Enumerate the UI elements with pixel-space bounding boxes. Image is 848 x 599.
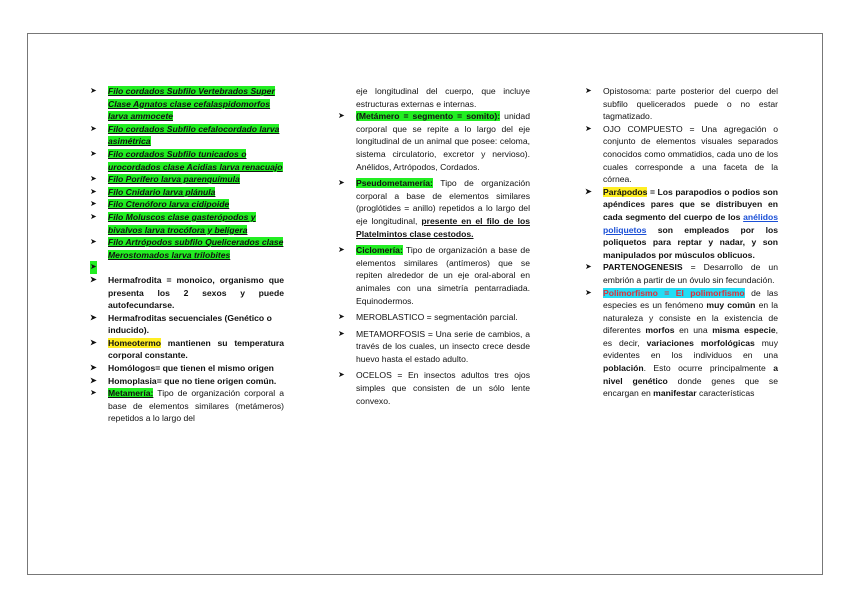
list-item [90,123,284,148]
phylum-link[interactable]: Filo Ctenóforo larva cidipoide [108,199,230,210]
column-1 [90,85,284,425]
list-item [585,186,778,262]
hermafrodita-text: Hermafrodita = monoico, organismo que presenta los 2 sexos y puede autofecundarse. [108,274,284,311]
list-item [90,362,284,375]
list-item [585,287,778,400]
polimorfismo-term: Polimorfismo = El polimorfismo [603,287,745,298]
polimorfismo-def: características [696,388,755,399]
list-item [90,274,284,312]
arrow-bullet-icon: ➤ [90,261,97,274]
arrow-bullet-icon: ➤ [90,174,97,184]
metamero-def: unidad corporal que se repite a lo largo del eje longitudinal de un animal que posee: celoma, sistema circulatorio, excretor y nervioso). Anélidos, Artrópodos, Cordados. [356,111,530,172]
homologos-text: Homólogos= que tienen el mismo origen [108,363,274,374]
column-2 [338,85,530,407]
arrow-bullet-icon: ➤ [90,363,97,373]
list-item [90,211,284,236]
opistosoma-text: Opistosoma: parte posterior del cuerpo del subfilo quelicerados puede o no estar tagmatizado. [603,86,778,122]
homeotermo-term: Homeotermo [108,337,162,348]
arrow-bullet-icon: ➤ [90,237,97,247]
arrow-bullet-icon: ➤ [90,148,97,158]
metameria-term: Metamería: [108,388,154,399]
bold-text: a nivel genético [603,363,778,386]
parapodos-def: = Los parapodios o podios son apéndices pares que se distribuyen en cada segmento del cuerpo de los [603,186,778,222]
list-item [338,311,530,324]
list-item-empty [90,261,284,274]
phylum-link[interactable]: Filo cordados Subfilo cefalocordado larva asimétrica [108,123,280,147]
pseudometameria-underlined: presente en el filo de los Platelmintos clase cestodos. [356,215,530,239]
bold-text: variaciones morfológicas [646,337,755,348]
partenogenesis-def: = Desarrollo de un embrión a partir de un óvulo sin fecundación. [603,262,778,285]
arrow-bullet-icon: ➤ [90,388,97,398]
arrow-bullet-icon: ➤ [338,328,345,338]
arrow-bullet-icon: ➤ [90,337,97,347]
list-item [90,337,284,362]
polimorfismo-def: , es decir, [603,325,778,348]
phylum-link[interactable]: Filo cordados Subfilo tunicados o urocordados clase Acidias larva renacuajo [108,148,283,172]
phylum-link[interactable]: Filo cordados Subfilo Vertebrados Super Clase Agnatos clase cefalaspidomorfos larva ammocete [108,86,275,122]
list-item [585,123,778,186]
phylum-link[interactable]: Filo Artrópodos subfilo Quelicerados clase Merostomados larva trilobites [108,237,284,260]
list-item [90,148,284,173]
list-item [338,369,530,407]
list-item [585,261,778,286]
bold-text: manifestar [653,388,697,399]
bold-text: morfos [645,325,675,336]
metamorfosis-text: METAMORFOSIS = Una serie de cambios, a través de los cuales, un insecto crece desde huevo hasta el estado adulto. [356,328,530,364]
polimorfismo-def: . Esto ocurre principalmente [643,363,774,374]
hermafroditas-sec-text: Hermafroditas secuenciales (Genético o inducido). [108,312,272,336]
list-item [585,85,778,123]
poliquetos-link[interactable]: poliquetos [603,224,647,235]
list-item [90,375,284,388]
arrow-bullet-icon: ➤ [585,86,592,95]
polimorfismo-def: donde genes que se encargan en [603,375,778,399]
parapodos-def-2: son empleados por los poliquetos para reptar y nadar, y son manipulados por músculos oblicuos. [603,224,778,260]
list-item [90,236,284,261]
list-item [90,312,284,337]
arrow-bullet-icon: ➤ [585,186,592,196]
list-item [90,173,284,186]
partenogenesis-term: PARTENOGENESIS [603,262,683,273]
homeotermo-def: mantienen su temperatura corporal constante. [108,337,284,361]
ojo-compuesto-text: OJO COMPUESTO = Una agregación o conjunto de elementos visuales separados conocidos como ommatidios, cada uno de los cuales corresponde a una faceta de la córnea. [603,123,778,185]
arrow-bullet-icon: ➤ [90,186,97,196]
ocelos-text: OCELOS = En insectos adultos tres ojos simples que consisten de un sólo lente convexo. [356,370,530,406]
arrow-bullet-icon: ➤ [90,312,97,322]
metameria-def: Tipo de organización corporal a base de elementos similares (metámeros) repetidos a lo largo del [108,388,284,424]
arrow-bullet-icon: ➤ [90,86,97,95]
arrow-bullet-icon: ➤ [585,287,592,297]
continued-text: eje longitudinal del cuerpo, que incluye estructuras externas e internas. [356,86,530,109]
arrow-bullet-icon: ➤ [338,370,345,380]
arrow-bullet-icon: ➤ [90,375,97,385]
list-item [90,387,284,425]
parapodos-term: Parápodos [603,186,648,197]
polimorfismo-def: muy evidentes en los individuos en una [603,337,778,361]
arrow-bullet-icon: ➤ [585,123,592,133]
arrow-bullet-icon: ➤ [338,111,345,121]
phylum-link[interactable]: Filo Porífero larva parenquímula [108,174,240,185]
polimorfismo-def: en una [674,325,713,336]
meroblastico-text: MEROBLASTICO = segmentación parcial. [356,312,518,323]
pseudometameria-def: Tipo de organización corporal a base de elementos similares (proglótides = anillo) repetidos a lo largo del eje longitudinal, [356,178,530,226]
arrow-bullet-icon: ➤ [90,274,97,284]
metamero-term: (Metámero = segmento = somito): [356,111,501,122]
arrow-bullet-icon: ➤ [338,178,345,188]
pseudometameria-term: Pseudometamería: [356,178,433,189]
phylum-link[interactable]: Filo Moluscos clase gasterópodos y bivalvos larva trocófora y belígera [108,211,256,235]
bold-text: muy común [706,300,756,311]
arrow-bullet-icon: ➤ [338,245,345,255]
anelidos-link[interactable]: anélidos [743,211,778,222]
bold-text: población [603,363,644,374]
ciclomeria-def: Tipo de organización a base de elementos similares (antímeros) que se repiten alrededor de un eje oral-aboral en animales con una simetría pentarradiada. Equinodermos. [356,245,530,306]
phylum-link[interactable]: Filo Cnidario larva plánula [108,186,216,197]
list-item [338,177,530,240]
list-item [338,244,530,307]
homoplasia-text: Homoplasia= que no tiene origen común. [108,375,277,386]
list-item [338,328,530,366]
polimorfismo-def: en la naturaleza y consiste en la existencia de diferentes [603,300,778,336]
list-item [90,85,284,123]
list-item [90,198,284,211]
list-item [338,110,530,173]
list-item [90,186,284,199]
polimorfismo-def: de las especies es un fenómeno [603,287,779,311]
bold-text: misma especie [712,325,776,336]
arrow-bullet-icon: ➤ [90,211,97,221]
column-3 [585,85,778,400]
arrow-bullet-icon: ➤ [90,199,97,209]
arrow-bullet-icon: ➤ [585,262,592,272]
ciclomeria-term: Ciclomería: [356,245,403,256]
arrow-bullet-icon: ➤ [338,312,345,322]
arrow-bullet-icon: ➤ [90,123,97,133]
